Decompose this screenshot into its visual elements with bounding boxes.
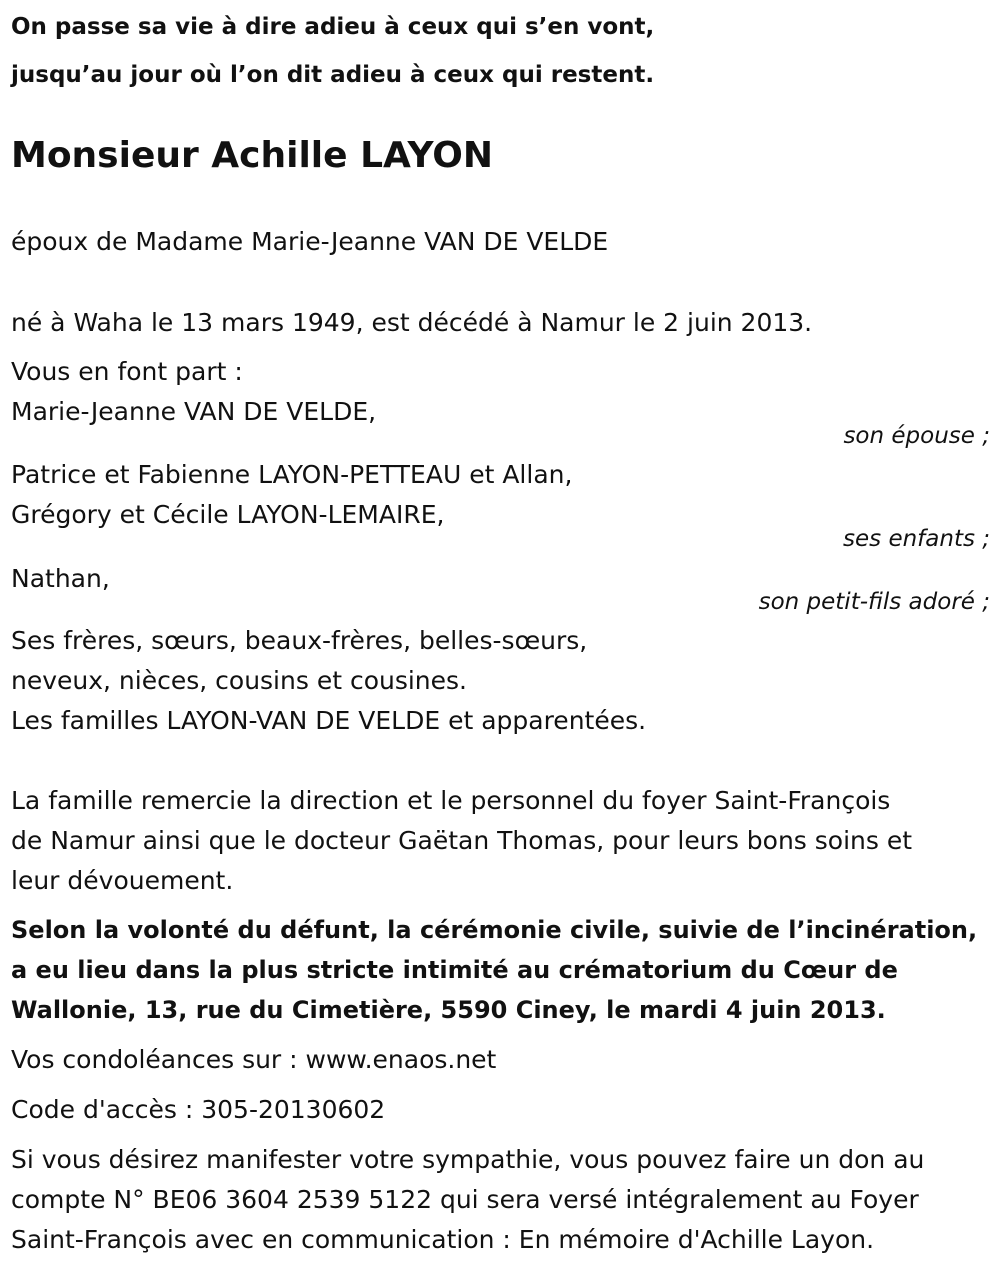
ceremony-line-1: Selon la volonté du défunt, la cérémonie civile, suivie de l’incinération, [11,916,978,944]
announcement-intro: Vous en font part : [11,357,243,386]
quote-line-2: jusqu’au jour où l’on dit adieu à ceux qui restent. [11,62,655,88]
thanks-line-3: leur dévouement. [11,866,234,895]
donation-line-2: compte N° BE06 3604 2539 5122 qui sera versé intégralement au Foyer [11,1185,919,1214]
spouse-line: époux de Madame Marie-Jeanne VAN DE VELDE [11,227,609,256]
condolences-website: Vos condoléances sur : www.enaos.net [11,1045,497,1074]
deceased-name: Monsieur Achille LAYON [11,135,493,176]
thanks-line-1: La famille remercie la direction et le personnel du foyer Saint-François [11,786,891,815]
grandson-role: son petit-fils adoré ; [758,589,990,615]
children-line-1: Patrice et Fabienne LAYON-PETTEAU et Allan, [11,460,573,489]
relatives-line-1: Ses frères, sœurs, beaux-frères, belles-sœurs, [11,626,588,655]
condolences-access-code: Code d'accès : 305-20130602 [11,1095,386,1124]
relatives-line-3: Les familles LAYON-VAN DE VELDE et apparentées. [11,706,647,735]
ceremony-line-2: a eu lieu dans la plus stricte intimité au crématorium du Cœur de [11,956,898,984]
donation-line-1: Si vous désirez manifester votre sympathie, vous pouvez faire un don au [11,1145,925,1174]
quote-line-1: On passe sa vie à dire adieu à ceux qui s’en vont, [11,14,655,40]
children-line-2: Grégory et Cécile LAYON-LEMAIRE, [11,500,445,529]
birth-death-line: né à Waha le 13 mars 1949, est décédé à Namur le 2 juin 2013. [11,308,813,337]
relatives-line-2: neveux, nièces, cousins et cousines. [11,666,468,695]
ceremony-line-3: Wallonie, 13, rue du Cimetière, 5590 Ciney, le mardi 4 juin 2013. [11,996,886,1024]
children-role: ses enfants ; [843,526,990,552]
spouse-name: Marie-Jeanne VAN DE VELDE, [11,397,377,426]
spouse-role: son épouse ; [843,423,990,449]
thanks-line-2: de Namur ainsi que le docteur Gaëtan Thomas, pour leurs bons soins et [11,826,913,855]
donation-line-3: Saint-François avec en communication : En mémoire d'Achille Layon. [11,1225,875,1254]
grandson-name: Nathan, [11,564,110,593]
